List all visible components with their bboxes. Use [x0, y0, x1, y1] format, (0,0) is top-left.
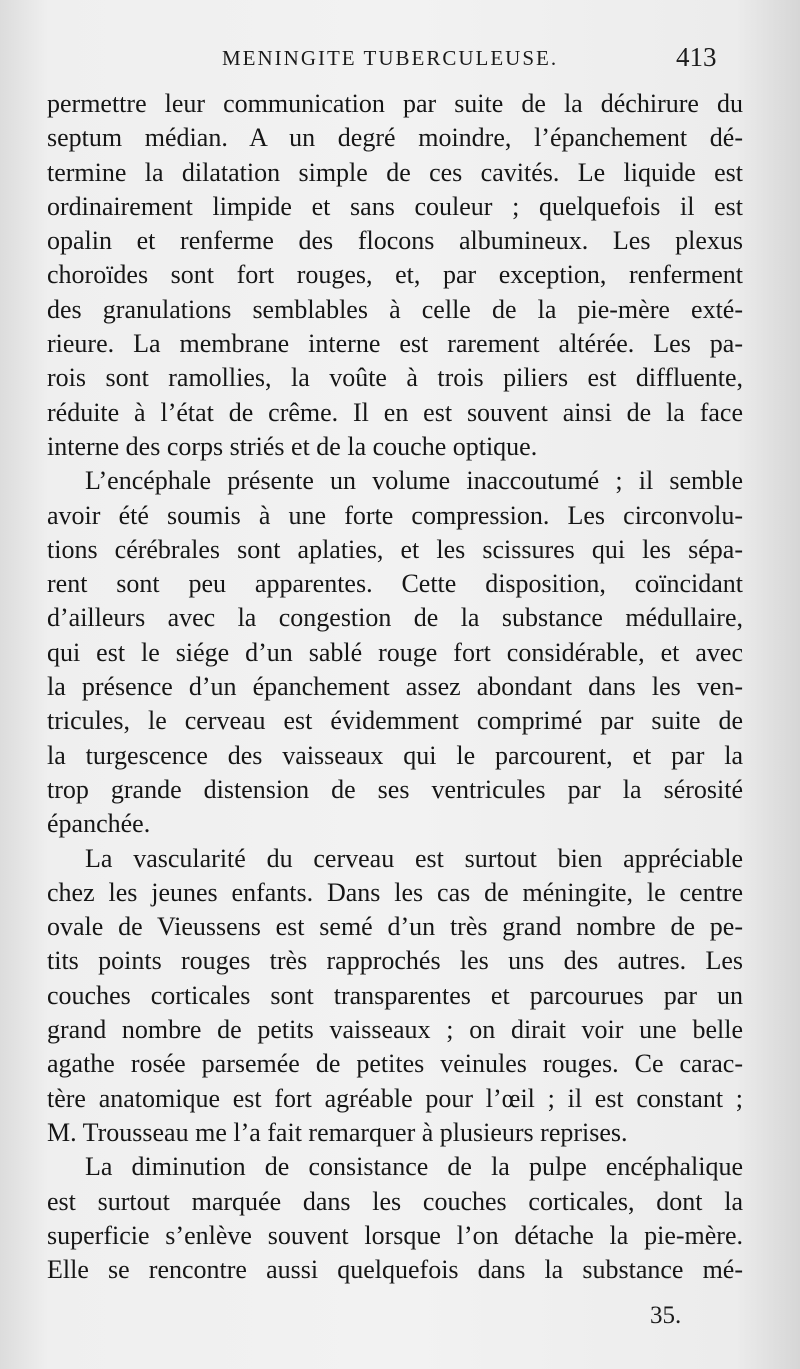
- text-line: tions cérébrales sont aplaties, et les scissures qui les sépa-: [47, 534, 743, 564]
- text-line: permettre leur communication par suite de la déchirure du: [47, 89, 743, 118]
- text-line: couches corticales sont transparentes et parcourues par un: [47, 980, 743, 1010]
- text-line: d’ailleurs avec la congestion de la substance médullaire,: [47, 603, 743, 633]
- text-line: ovale de Vieussens est semé d’un très grand nombre de pe-: [47, 912, 743, 942]
- text-line: réduite à l’état de crême. Il en est souvent ainsi de la face: [47, 397, 743, 427]
- text-line: septum médian. A un degré moindre, l’épanchement dé-: [47, 123, 743, 153]
- paragraph: [47, 842, 743, 1151]
- text-line: chez les jeunes enfants. Dans les cas de méningite, le centre: [47, 877, 743, 907]
- page-number: 413: [676, 42, 717, 72]
- text-line: agathe rosée parsemée de petites veinules rouges. Ce carac-: [47, 1049, 743, 1079]
- text-line: la présence d’un épanchement assez abondant dans les ven-: [47, 672, 743, 702]
- text-line: rieure. La membrane interne est rarement altérée. Les pa-: [47, 329, 743, 359]
- text-line: rent sont peu apparentes. Cette disposition, coïncidant: [47, 569, 743, 599]
- text-line: interne des corps striés et de la couche optique.: [47, 431, 538, 461]
- text-line: est surtout marquée dans les couches corticales, dont la: [47, 1186, 743, 1216]
- text-body: [47, 87, 743, 1287]
- text-line: Elle se rencontre aussi quelquefois dans la substance mé-: [47, 1255, 743, 1285]
- paragraph: [47, 87, 743, 464]
- text-line: superficie s’enlève souvent lorsque l’on détache la pie-mère.: [47, 1220, 743, 1250]
- running-title: MENINGITE TUBERCULEUSE.: [222, 46, 559, 70]
- text-line: rois sont ramollies, la voûte à trois piliers est diffluente,: [47, 363, 743, 393]
- text-line: tricules, le cerveau est évidemment comprimé par suite de: [47, 706, 743, 736]
- text-line: grand nombre de petits vaisseaux ; on dirait voir une belle: [47, 1015, 743, 1045]
- paragraph: [47, 1150, 743, 1287]
- text-line: tère anatomique est fort agréable pour l’œil ; il est constant ;: [47, 1083, 743, 1113]
- text-line: épanchée.: [47, 809, 151, 839]
- running-head: [0, 42, 800, 82]
- text-line: La vascularité du cerveau est surtout bien appréciable: [85, 843, 743, 873]
- text-line: L’encéphale présente un volume inaccoutumé ; il semble: [85, 466, 743, 496]
- text-line: des granulations semblables à celle de la pie-mère exté-: [47, 294, 743, 324]
- text-line: tits points rouges très rapprochés les uns des autres. Les: [47, 946, 743, 976]
- text-line: termine la dilatation simple de ces cavités. Le liquide est: [47, 157, 743, 187]
- text-line: qui est le siége d’un sablé rouge fort considérable, et avec: [47, 637, 743, 667]
- paragraph: [47, 464, 743, 841]
- text-line: M. Trousseau me l’a fait remarquer à plusieurs reprises.: [47, 1117, 628, 1147]
- text-line: ordinairement limpide et sans couleur ; quelquefois il est: [47, 191, 743, 221]
- text-line: opalin et renferme des flocons albumineux. Les plexus: [47, 226, 743, 256]
- text-line: La diminution de consistance de la pulpe encéphalique: [85, 1152, 743, 1182]
- signature-mark: 35.: [650, 1302, 682, 1329]
- text-line: trop grande distension de ses ventricules par la sérosité: [47, 774, 743, 804]
- text-line: choroïdes sont fort rouges, et, par exception, renferment: [47, 260, 743, 290]
- text-line: la turgescence des vaisseaux qui le parcourent, et par la: [47, 740, 743, 770]
- text-line: avoir été soumis à une forte compression. Les circonvolu-: [47, 500, 743, 530]
